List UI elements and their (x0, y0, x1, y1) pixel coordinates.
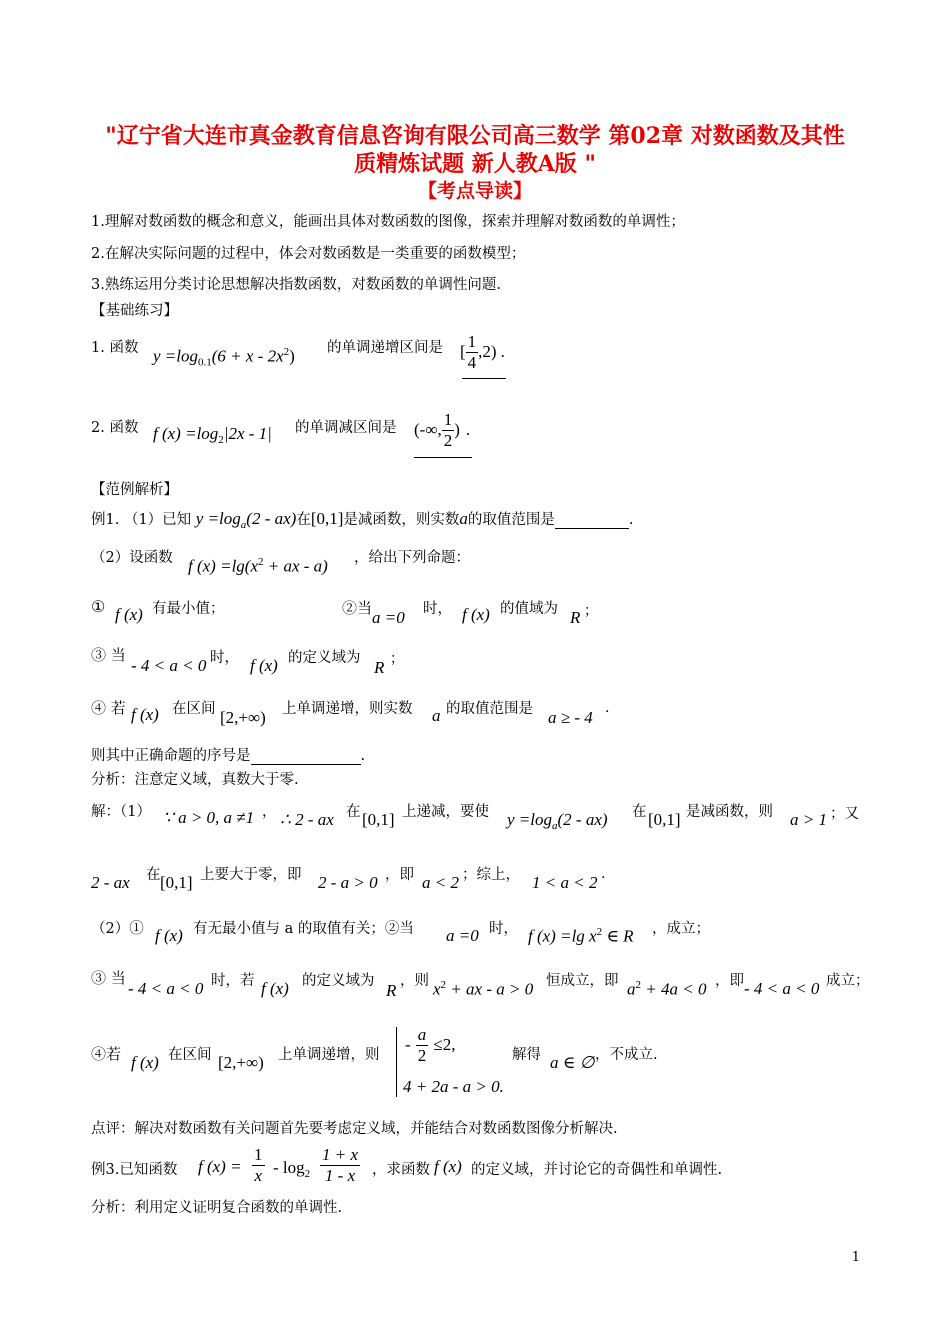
prop2-set-R: R (570, 608, 581, 627)
solution-3-cond: a =0 (446, 926, 479, 945)
q2-formula (153, 424, 272, 446)
solution-2-text: 上要大于零，即 (200, 867, 302, 883)
solution-2-cond: 2 - a > 0 (318, 873, 378, 892)
solution-3-exponent: 2 (596, 926, 603, 938)
solution-3-formula (528, 926, 634, 946)
q1-answer-rest: ,2) (478, 342, 497, 361)
prop3-set-R: R (374, 658, 385, 677)
solution-4-result: - 4 < a < 0 (744, 979, 820, 998)
q1-formula-arg: (6 + x - 2x (211, 346, 284, 366)
ex1-text-range: 的取值范围是 (467, 512, 555, 528)
solution-1-formula (507, 810, 608, 832)
prop1-mark: ① (91, 597, 106, 616)
solution-4-text: 时，若 (211, 973, 255, 989)
solution-1-in2: 在 (632, 804, 647, 820)
prop3-condition: - 4 < a < 0 (131, 656, 207, 675)
solution-2-period: . (601, 866, 606, 882)
ex1-var-a: a (459, 509, 468, 528)
q1-answer-num: 1 (467, 332, 477, 351)
basic-question-1 (91, 336, 138, 357)
prop4-answer: a ≥ - 4 (548, 708, 593, 727)
solution-1-interval1: [0,1] (362, 810, 395, 829)
solution-4-ineq2-exp: 2 (635, 979, 641, 991)
ex1-question (91, 744, 365, 765)
ex1-text-in: 在 (296, 512, 311, 528)
prop4-var-a: a (432, 706, 441, 725)
page-number: 1 (851, 1250, 860, 1265)
prop3-text: 时， (210, 650, 239, 666)
ex1-comment: 点评：解决对数函数有关问题首先要考虑定义域，并能结合对数函数图像分析解决. (91, 1121, 618, 1137)
example1-line2-label: （2）设函数 (91, 550, 173, 566)
q1-answer (460, 332, 505, 373)
ex1-l2-formula-rest: + ax - a) (263, 556, 328, 576)
example3-fraction1 (252, 1145, 265, 1186)
q2-answer (414, 410, 470, 451)
solution-4-ineq1-exp: 2 (440, 979, 447, 991)
prop2-text: 时， (423, 601, 452, 617)
solution-4-cond: - 4 < a < 0 (128, 979, 204, 998)
solution-1-label: 解：（1） (91, 804, 151, 820)
q2-answer-underline (414, 457, 472, 458)
solution-4-ineq2-rest: + 4a < 0 (641, 979, 707, 999)
ex1-formula: y =log (195, 509, 241, 528)
solution-3-end: ，成立； (652, 921, 710, 937)
example3-label: 例3.已知函数 (91, 1162, 178, 1178)
ex1-interval: [0,1] (310, 509, 344, 528)
prop4-interval: [2,+∞) (220, 708, 266, 727)
example3-fraction2 (320, 1145, 360, 1186)
solution-1-text: 上递减，要使 (402, 804, 489, 820)
ex1-text-decreasing: 是减函数，则实数 (343, 512, 460, 528)
solution-1-also: ；又 (830, 806, 859, 822)
system-line-1-minus: - (405, 1035, 411, 1054)
section-guide-heading: 【考点导读】 (417, 180, 532, 202)
solution-5-mark: ④若 (91, 1045, 122, 1063)
prop4-text2: 上单调递增，则实数 (282, 701, 413, 717)
prop3-text2: 的定义域为 (288, 650, 361, 666)
solution-1-interval2: [0,1] (648, 810, 681, 829)
prop3-formula: f (x) (250, 656, 278, 675)
solution-4-then: ，则 (400, 973, 429, 989)
prop2-end: ； (584, 603, 598, 619)
solution-5-end: ，不成立. (595, 1047, 658, 1063)
solution-1-log-arg: (2 - ax) (557, 810, 608, 829)
q1-formula (153, 346, 295, 369)
solution-1-text2: 是减函数，则 (686, 804, 773, 820)
solution-5-interval: [2,+∞) (218, 1053, 264, 1072)
solution-1-cond2: a > 1 (790, 810, 827, 829)
q1-close-paren: ) (289, 346, 295, 366)
section-basic-heading: 【基础练习】 (91, 303, 178, 319)
example3-log-text: - log (273, 1158, 305, 1177)
prop4-formula: f (x) (131, 705, 159, 724)
solution-4-ineq2 (627, 979, 706, 999)
solution-2-result: 1 < a < 2 (532, 873, 598, 892)
example3-fraction2-body (320, 1145, 360, 1186)
q1-formula-main: y =log (153, 346, 198, 366)
q1-answer-underline (462, 378, 506, 379)
q2-log-base: 2 (218, 434, 224, 447)
example3-fraction2-num: 1 + x (322, 1145, 359, 1164)
solution-1-expr: ∴ 2 - ax (280, 810, 334, 829)
solution-4-mark: ③ 当 (91, 969, 126, 987)
prop3-end: ； (390, 651, 404, 667)
solution-1-cond1: ∵ a > 0, a ≠1 (163, 808, 255, 827)
solution-1-log-base: a (552, 820, 558, 833)
solution-5-result: a ∈ ∅ (550, 1053, 595, 1072)
prop4-text: 在区间 (172, 701, 216, 717)
example3-fraction1-num: 1 (254, 1145, 263, 1164)
ex1-analysis: 分析：注意定义域，真数大于零. (91, 772, 299, 788)
solution-4-text2: 的定义域为 (302, 973, 375, 989)
document-title-line1: "辽宁省大连市真金教育信息咨询有限公司高三数学 第02章 对数函数及其性 (105, 123, 845, 149)
q1-answer-fraction (466, 332, 479, 373)
example3-fx2: f (x) (434, 1157, 462, 1176)
solution-4-ie: ，即 (715, 973, 744, 989)
solution-3-formula-main: f (x) =lg x (528, 926, 597, 946)
solution-4-set-R: R (386, 981, 397, 1000)
solution-4-always: 恒成立，即 (546, 973, 619, 989)
example3-fraction1-den: x (254, 1166, 263, 1185)
example3-text2: 的定义域，并讨论它的奇偶性和单调性. (471, 1162, 723, 1178)
section-example-heading: 【范例解析】 (91, 482, 178, 498)
example3-fx: f (x) = (198, 1157, 242, 1176)
system-brace (396, 1027, 403, 1097)
example3-log (273, 1158, 310, 1180)
q2-formula-arg: |2x - 1| (223, 424, 272, 443)
solution-4-end: 成立； (826, 973, 870, 989)
guide-item-1: 1.理解对数函数的概念和意义，能画出具体对数函数的图像，探索并理解对数函数的单调性； (91, 214, 685, 230)
q2-formula-main: f (x) =log (153, 424, 219, 443)
system-line-2: 4 + 2a - a > 0. (403, 1077, 504, 1096)
ex1-label: 例1. （1）已知 (91, 512, 192, 528)
solution-5-fx: f (x) (131, 1053, 159, 1072)
solution-1-comma: ， (262, 804, 277, 820)
solution-4-fx: f (x) (261, 979, 289, 998)
system-line-1-den: 2 (417, 1046, 427, 1065)
ex1-l2-exponent: 2 (258, 556, 264, 568)
q1-answer-bracket: [ (460, 342, 466, 361)
solution-3-fx: f (x) (155, 926, 183, 945)
prop4-text3: 的取值范围是 (446, 701, 533, 717)
solution-2-in: 在 (146, 867, 161, 883)
example3-log-base: 2 (304, 1168, 311, 1181)
example1-line2-text: ，给出下列命题： (354, 550, 470, 566)
guide-item-3: 3.熟练运用分类讨论思想解决指数函数，对数函数的单调性问题. (91, 277, 501, 293)
solution-3-text: 有无最小值与 a 的取值有关；②当 (193, 921, 414, 937)
q2-answer-close: ) (454, 420, 460, 439)
ex1-answer-blank[interactable] (555, 512, 629, 529)
system-line-1 (405, 1025, 455, 1066)
solution-1-in: 在 (346, 804, 361, 820)
document-title-line2: 质精炼试题 新人教A版 " (354, 151, 596, 177)
ex1-period: . (628, 512, 634, 528)
solution-5-text2: 上单调递增，则 (278, 1047, 380, 1063)
example3-text: ，求函数 (372, 1162, 430, 1178)
prop2-formula: f (x) (462, 605, 490, 624)
system-line-1-rest: ≤2, (433, 1035, 456, 1054)
q1-period: . (500, 342, 505, 361)
example3-fraction1-body (252, 1145, 265, 1186)
q2-text: 的单调减区间是 (295, 420, 397, 436)
system-line-1-fraction (416, 1025, 429, 1066)
q1-exponent: 2 (283, 346, 290, 358)
solution-2-ie: ，即 (385, 867, 414, 883)
solution-3-when: 时， (489, 921, 518, 937)
prop1-formula: f (x) (115, 605, 143, 624)
example1-line2-formula (188, 556, 328, 576)
solution-4-ineq2-a: a (627, 979, 636, 999)
q2-answer-num: 1 (443, 410, 453, 429)
ex1-l2-formula-main: f (x) =lg(x (188, 556, 258, 576)
solution-1-log: y =log (507, 810, 552, 829)
solution-2-summary: ；综上， (462, 867, 520, 883)
solution-5-text: 在区间 (168, 1047, 212, 1063)
guide-item-2: 2.在解决实际问题的过程中，体会对数函数是一类重要的函数模型； (91, 246, 526, 262)
ex1-formula-arg: (2 - ax) (246, 509, 297, 528)
prop1-text: 有最小值； (152, 601, 225, 617)
solution-3-label: （2）① (91, 921, 144, 937)
q1-log-base: 0.1 (198, 356, 212, 369)
solution-4-ineq1-rest: + ax - a > 0 (446, 979, 534, 999)
q1-answer-den: 4 (467, 353, 477, 372)
ex1-question-blank[interactable] (251, 748, 361, 765)
prop2-condition: a =0 (372, 608, 405, 627)
ex1-question-text: 则其中正确命题的序号是 (91, 748, 251, 764)
prop4-mark: ④ 若 (91, 699, 126, 717)
solution-2-interval: [0,1] (160, 873, 193, 892)
example3-analysis: 分析：利用定义证明复合函数的单调性. (91, 1200, 343, 1216)
q2-answer-den: 2 (443, 431, 453, 450)
q2-period: . (465, 420, 471, 439)
prop2-mark: ②当 (342, 599, 373, 617)
prop3-mark: ③ 当 (91, 646, 126, 664)
example1-line1 (91, 508, 634, 531)
prop2-text2: 的值域为 (500, 601, 558, 617)
q2-answer-fraction (442, 410, 455, 451)
solution-2-expr: 2 - ax (91, 873, 130, 892)
solution-2-cond2: a < 2 (422, 873, 459, 892)
system-line-1-num: a (417, 1025, 427, 1044)
solution-5-solve: 解得 (512, 1047, 541, 1063)
q1-text: 的单调递增区间是 (327, 340, 443, 356)
solution-4-ineq1 (433, 979, 533, 999)
q2-answer-open: (-∞, (414, 420, 442, 439)
prop4-end: . (605, 700, 610, 716)
solution-4-ineq1-x: x (433, 979, 441, 999)
ex1-question-period: . (360, 748, 366, 764)
example3-fraction2-den: 1 - x (324, 1166, 356, 1185)
ex1-log-base: a (240, 518, 247, 531)
solution-3-formula-rest: ∈ R (602, 926, 634, 946)
basic-question-2: 2. 函数 (91, 420, 139, 436)
q1-prefix: 1. 函数 (91, 340, 139, 356)
